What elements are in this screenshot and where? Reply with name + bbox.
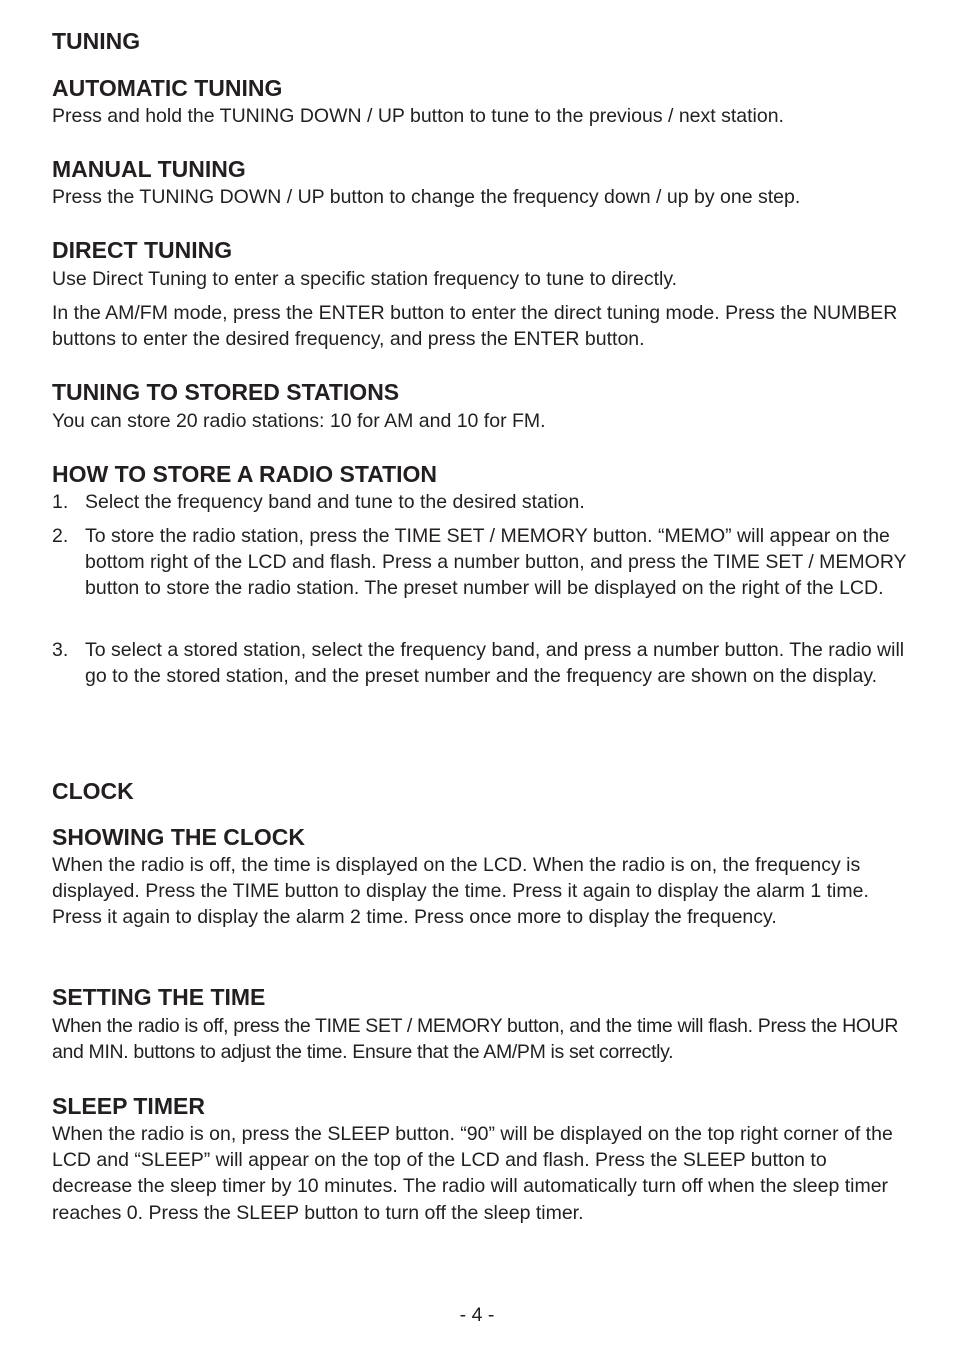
list-item — [52, 637, 912, 689]
section-title-tuning: TUNING — [52, 28, 141, 54]
paragraph-setting-time: When the radio is off, press the TIME SET / MEMORY button, and the time will flash. Press the HOUR and MIN. buttons to adjust the time. Ensure that the AM/PM is set correctly. — [52, 1015, 899, 1064]
heading-manual-tuning: MANUAL TUNING — [52, 156, 246, 182]
heading-showing-clock: SHOWING THE CLOCK — [52, 824, 305, 850]
paragraph-direct-tuning-steps: In the AM/FM mode, press the ENTER button to enter the direct tuning mode. Press the NUMBER buttons to enter the desired frequency, and press the ENTER button. — [52, 302, 898, 351]
paragraph-tuning-stored-stations: You can store 20 radio stations: 10 for AM and 10 for FM. — [52, 410, 546, 432]
list-item — [52, 523, 912, 602]
list-item — [52, 489, 912, 515]
heading-direct-tuning: DIRECT TUNING — [52, 237, 233, 263]
list-item-text: To select a stored station, select the frequency band, and press a number button. The radio will go to the stored station, and the preset number and the frequency are shown on the display. — [85, 639, 905, 688]
paragraph-sleep-timer: When the radio is on, press the SLEEP button. “90” will be displayed on the top right corner of the LCD and “SLEEP” will appear on the top of the LCD and flash. Press the SLEEP button to decrease the sleep timer by 10 minutes. The radio will automatically turn off when the sleep timer reaches 0. Press the SLEEP button to turn off the sleep timer. — [52, 1123, 893, 1224]
list-item-text: To store the radio station, press the TIME SET / MEMORY button. “MEMO” will appear on the bottom right of the LCD and flash. Press a number button, and press the TIME SET / MEMORY button to store the radio station. The preset number will be displayed on the right of the LCD. — [85, 525, 907, 600]
paragraph-automatic-tuning: Press and hold the TUNING DOWN / UP button to tune to the previous / next station. — [52, 105, 784, 127]
paragraph-manual-tuning: Press the TUNING DOWN / UP button to change the frequency down / up by one step. — [52, 186, 801, 208]
list-item-number: 2. — [52, 525, 69, 547]
list-item-text: Select the frequency band and tune to the desired station. — [85, 491, 585, 513]
page-number: - 4 - — [459, 1304, 495, 1326]
list-item-number: 3. — [52, 639, 69, 661]
section-title-clock: CLOCK — [52, 778, 134, 804]
heading-setting-time: SETTING THE TIME — [52, 984, 266, 1010]
paragraph-showing-clock: When the radio is off, the time is displayed on the LCD. When the radio is on, the frequency is displayed. Press the TIME button to display the time. Press it again to display the alarm 1 time. Press it again to display the alarm 2 time. Press once more to display the frequency. — [52, 854, 869, 929]
heading-sleep-timer: SLEEP TIMER — [52, 1093, 205, 1119]
paragraph-direct-tuning-intro: Use Direct Tuning to enter a specific station frequency to tune to directly. — [52, 268, 678, 290]
heading-how-to-store: HOW TO STORE A RADIO STATION — [52, 461, 438, 487]
list-item-number: 1. — [52, 491, 69, 513]
heading-automatic-tuning: AUTOMATIC TUNING — [52, 75, 283, 101]
heading-tuning-stored-stations: TUNING TO STORED STATIONS — [52, 379, 400, 405]
